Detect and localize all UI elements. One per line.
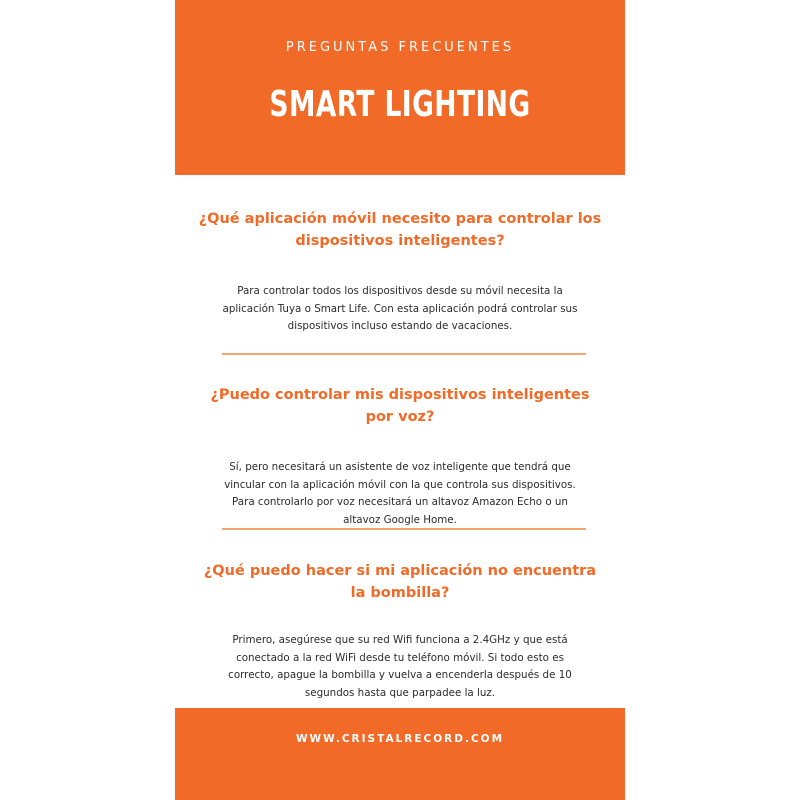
page-title: SMART LIGHTING xyxy=(269,84,531,125)
faq-question-2: ¿Puedo controlar mis dispositivos inteligentes por voz? xyxy=(210,387,590,425)
header-banner xyxy=(175,0,625,175)
faq-answer-1: Para controlar todos los dispositivos desde su móvil necesita la aplicación Tuya o Smart Life. Con esta aplicación podrá controlar sus dispositivos incluso estando de vacaciones. xyxy=(222,285,578,332)
faq-question-3: ¿Qué puedo hacer si mi aplicación no encuentra la bombilla? xyxy=(203,563,597,601)
faq-card xyxy=(175,0,625,800)
faq-divider-1 xyxy=(222,353,586,355)
faq-divider-2 xyxy=(222,528,586,530)
footer-banner xyxy=(175,708,625,800)
header-eyebrow: PREGUNTAS FRECUENTES xyxy=(285,40,515,55)
faq-answer-2: Sí, pero necesitará un asistente de voz inteligente que tendrá que vincular con la aplicación móvil con la que controla sus dispositivos. Para controlarlo por voz necesitará un altavoz Amazon Echo o un altavoz Google Home. xyxy=(224,461,576,526)
footer-website-link[interactable]: WWW.CRISTALRECORD.COM xyxy=(295,733,505,745)
faq-answer-3: Primero, asegúrese que su red Wifi funciona a 2.4GHz y que está conectado a la red WiFi desde tu teléfono móvil. Si todo esto es correcto, apague la bombilla y vuelva a encenderla después de 10 segundos hasta que parpadee la luz. xyxy=(228,634,572,699)
faq-question-1: ¿Qué aplicación móvil necesito para controlar los dispositivos inteligentes? xyxy=(198,211,602,249)
